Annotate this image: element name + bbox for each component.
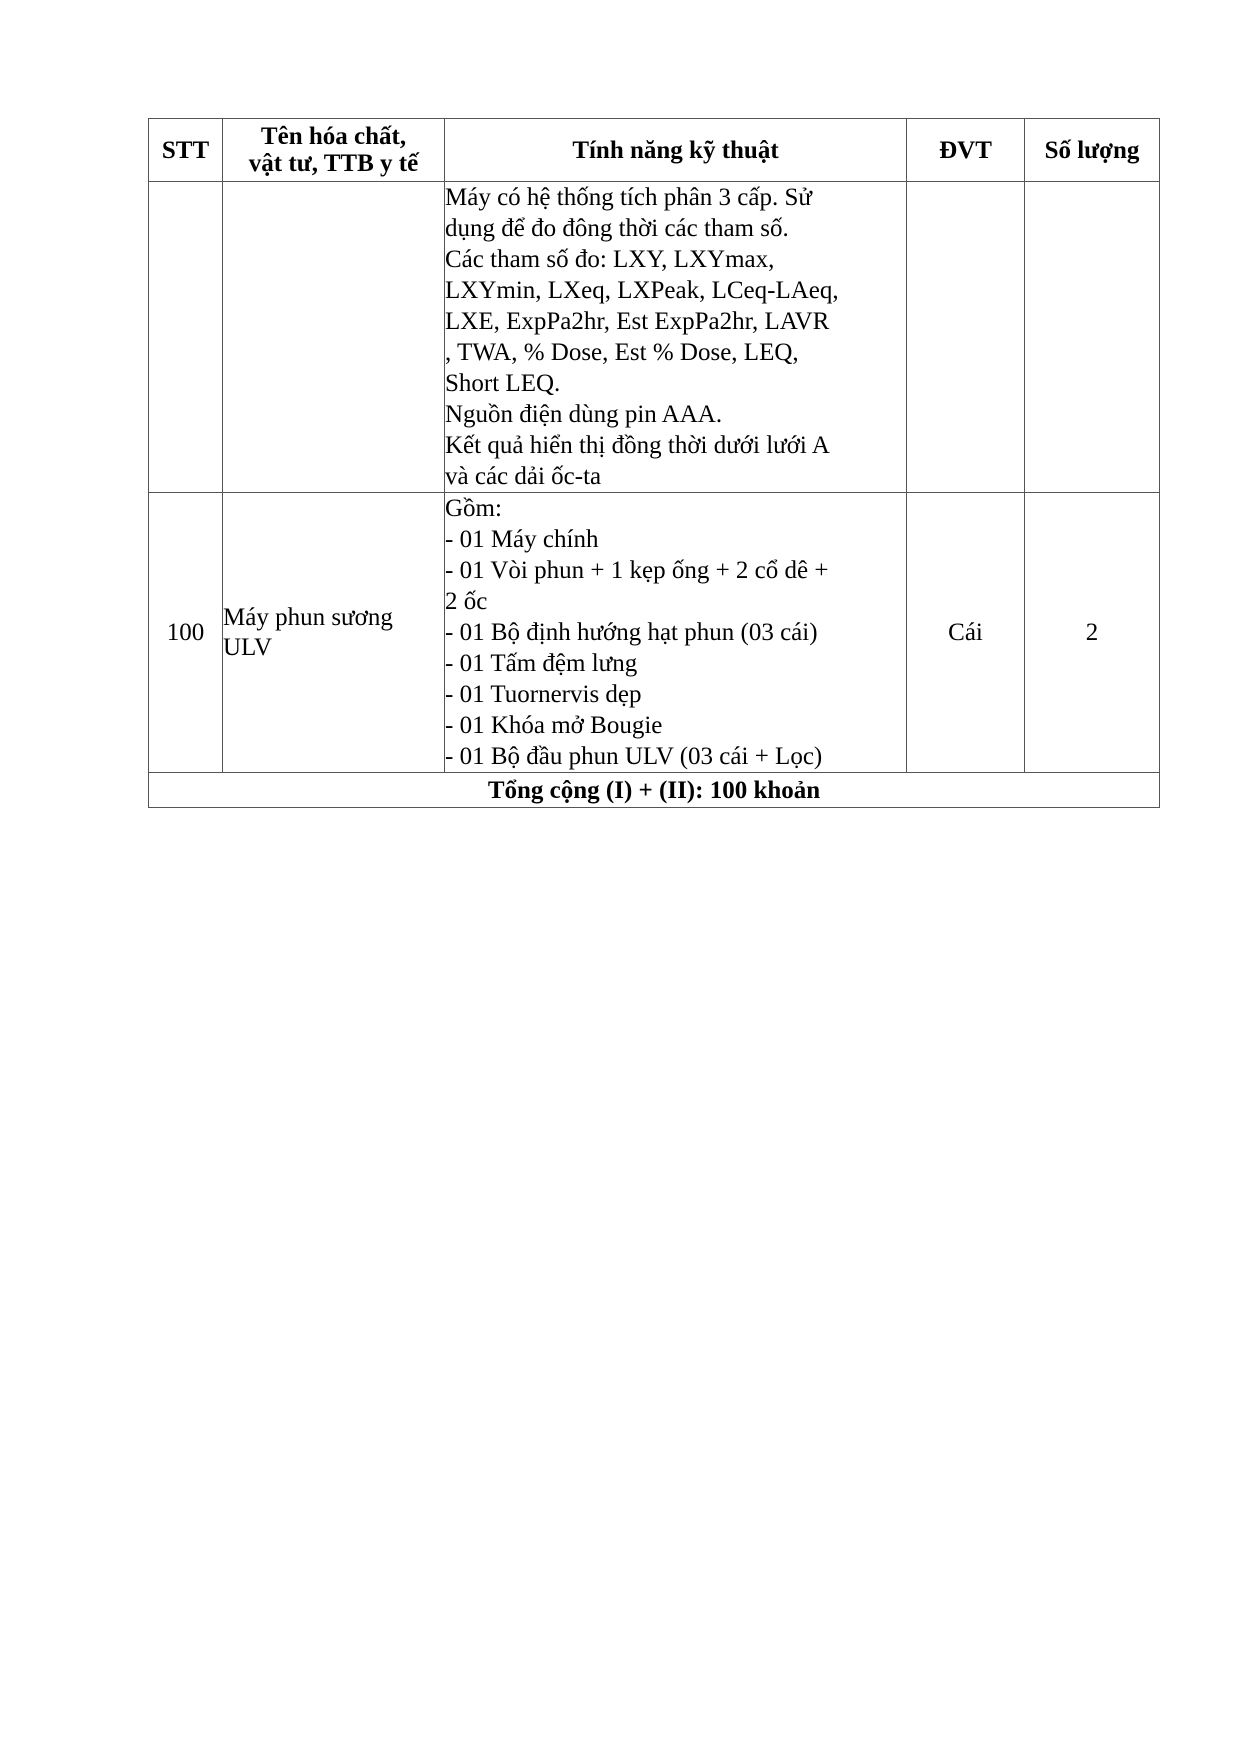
name-line1: Máy phun sương [223,603,393,631]
equipment-spec-table [148,118,1160,808]
spec-line: - 01 Máy chính [445,526,599,553]
cell-spec [445,182,907,493]
header-name [223,119,445,182]
table-header-row [149,119,1160,182]
spec-line: Kết quả hiển thị đồng thời dưới lưới A [445,432,830,459]
spec-line: , TWA, % Dose, Est % Dose, LEQ, [445,339,799,366]
header-name-line1: Tên hóa chất, [260,123,407,150]
header-name-line2: vật tư, TTB y tế [248,150,419,177]
table-row [149,182,1160,493]
spec-line: 2 ốc [445,588,488,615]
spec-line: Máy có hệ thống tích phân 3 cấp. Sử [445,184,812,211]
spec-line: Short LEQ. [445,370,561,397]
cell-unit [907,182,1025,493]
spec-line: - 01 Tuornervis dẹp [445,681,642,708]
spec-line: LXE, ExpPa2hr, Est ExpPa2hr, LAVR [445,308,830,335]
spec-line: và các dải ốc-ta [445,463,602,490]
spec-line: - 01 Bộ đầu phun ULV (03 cái + Lọc) [445,743,823,770]
cell-name [223,182,445,493]
cell-stt: 100 [149,493,223,773]
header-unit: ĐVT [907,119,1025,182]
cell-name [223,493,445,773]
table-row [149,493,1160,773]
spec-line: - 01 Bộ định hướng hạt phun (03 cái) [445,619,818,646]
cell-qty [1025,182,1160,493]
spec-line: LXYmin, LXeq, LXPeak, LCeq-LAeq, [445,277,839,304]
name-line2: ULV [223,633,273,661]
spec-line: Các tham số đo: LXY, LXYmax, [445,246,775,273]
spec-line: Nguồn điện dùng pin AAA. [445,401,723,428]
header-stt: STT [149,119,223,182]
header-spec: Tính năng kỹ thuật [445,119,907,182]
cell-qty: 2 [1025,493,1160,773]
spec-line: - 01 Tấm đệm lưng [445,650,638,677]
total-label: Tổng cộng (I) + (II): 100 khoản [149,773,1160,808]
total-row [149,773,1160,808]
spec-line: - 01 Vòi phun + 1 kẹp ống + 2 cổ dê + [445,557,829,584]
spec-line: Gồm: [445,495,502,522]
cell-stt [149,182,223,493]
cell-spec [445,493,907,773]
header-qty: Số lượng [1025,119,1160,182]
spec-line: dụng để đo đông thời các tham số. [445,215,789,242]
spec-line: - 01 Khóa mở Bougie [445,712,663,739]
cell-unit: Cái [907,493,1025,773]
